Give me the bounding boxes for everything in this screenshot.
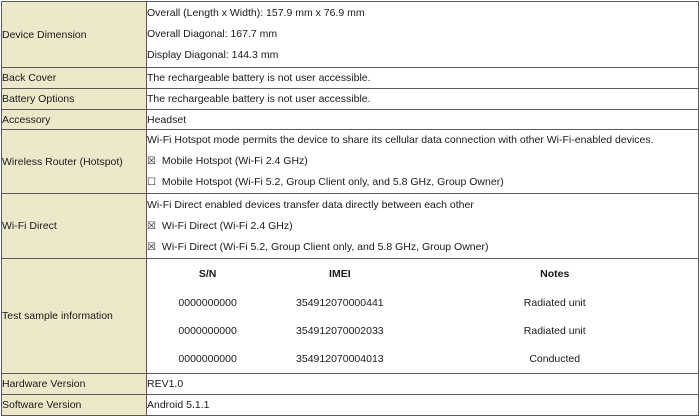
- value-device-dimension: [147, 2, 699, 68]
- label-wireless-router: Wireless Router (Hotspot): [2, 130, 147, 194]
- value-accessory: Headset: [147, 110, 699, 130]
- value-test-sample: [147, 259, 699, 374]
- row-accessory: [2, 110, 699, 130]
- label-test-sample: Test sample information: [2, 259, 147, 374]
- wifi-direct-option: [147, 216, 698, 237]
- table-row: [147, 289, 698, 317]
- checked-box-icon: ☒: [147, 220, 156, 232]
- row-wifi-direct: [2, 194, 699, 259]
- sample-imei: 354912070002033: [296, 325, 384, 337]
- overall-dimension: Overall (Length x Width): 157.9 mm x 76.9 mm: [147, 7, 365, 19]
- spec-table: [1, 1, 699, 416]
- hotspot-option-label: Mobile Hotspot (Wi-Fi 2.4 GHz): [161, 155, 308, 167]
- hotspot-option: [147, 172, 698, 193]
- value-back-cover: The rechargeable battery is not user accessible.: [147, 68, 699, 89]
- wifi-direct-option-label: Wi-Fi Direct (Wi-Fi 2.4 GHz): [161, 219, 293, 232]
- header-notes: Notes: [540, 268, 570, 280]
- value-wireless-router: [147, 130, 699, 194]
- wifi-direct-option-label: Wi-Fi Direct (Wi-Fi 5.2, Group Client only, and 5.8 GHz, Group Owner): [161, 240, 489, 253]
- value-battery-options: The rechargeable battery is not user accessible.: [147, 89, 699, 110]
- row-battery-options: [2, 89, 699, 110]
- sample-notes: Radiated unit: [523, 325, 586, 337]
- sample-sn: 0000000000: [178, 325, 237, 337]
- hotspot-option: [147, 151, 698, 172]
- value-software-version: Android 5.1.1: [147, 395, 699, 416]
- value-wifi-direct: [147, 194, 699, 259]
- samples-table: [147, 259, 698, 373]
- row-device-dimension: [2, 2, 699, 68]
- wifi-direct-option: [147, 237, 698, 258]
- sample-sn: 0000000000: [178, 297, 237, 309]
- label-device-dimension: Device Dimension: [2, 2, 147, 68]
- sample-notes: Radiated unit: [523, 297, 586, 309]
- label-hardware-version: Hardware Version: [2, 374, 147, 395]
- row-back-cover: [2, 68, 699, 89]
- checked-box-icon: ☒: [147, 241, 156, 253]
- unchecked-box-icon: ☐: [147, 177, 156, 188]
- checked-box-icon: ☒: [147, 156, 156, 167]
- label-accessory: Accessory: [2, 110, 147, 130]
- label-battery-options: Battery Options: [2, 89, 147, 110]
- display-diagonal: Display Diagonal: 144.3 mm: [147, 49, 279, 61]
- table-row: [147, 317, 698, 345]
- value-hardware-version: REV1.0: [147, 374, 699, 395]
- row-hardware-version: [2, 374, 699, 395]
- row-test-sample: [2, 259, 699, 374]
- table-row: [147, 345, 698, 373]
- sample-notes: Conducted: [529, 353, 581, 365]
- sample-imei: 354912070004013: [296, 353, 384, 365]
- label-back-cover: Back Cover: [2, 68, 147, 89]
- wifi-direct-description: Wi-Fi Direct enabled devices transfer data directly between each other: [147, 198, 474, 211]
- header-imei: IMEI: [329, 268, 351, 280]
- overall-diagonal: Overall Diagonal: 167.7 mm: [147, 28, 278, 40]
- row-wireless-router: [2, 130, 699, 194]
- header-sn: S/N: [198, 268, 217, 280]
- hotspot-description: Wi-Fi Hotspot mode permits the device to share its cellular data connection with other Wi-Fi-enabled devices.: [147, 134, 654, 146]
- row-software-version: [2, 395, 699, 416]
- samples-header-row: [147, 259, 698, 289]
- label-wifi-direct: Wi-Fi Direct: [2, 194, 147, 259]
- sample-imei: 354912070000441: [296, 297, 384, 309]
- label-software-version: Software Version: [2, 395, 147, 416]
- sample-sn: 0000000000: [178, 353, 237, 365]
- hotspot-option-label: Mobile Hotspot (Wi-Fi 5.2, Group Client only, and 5.8 GHz, Group Owner): [161, 176, 504, 188]
